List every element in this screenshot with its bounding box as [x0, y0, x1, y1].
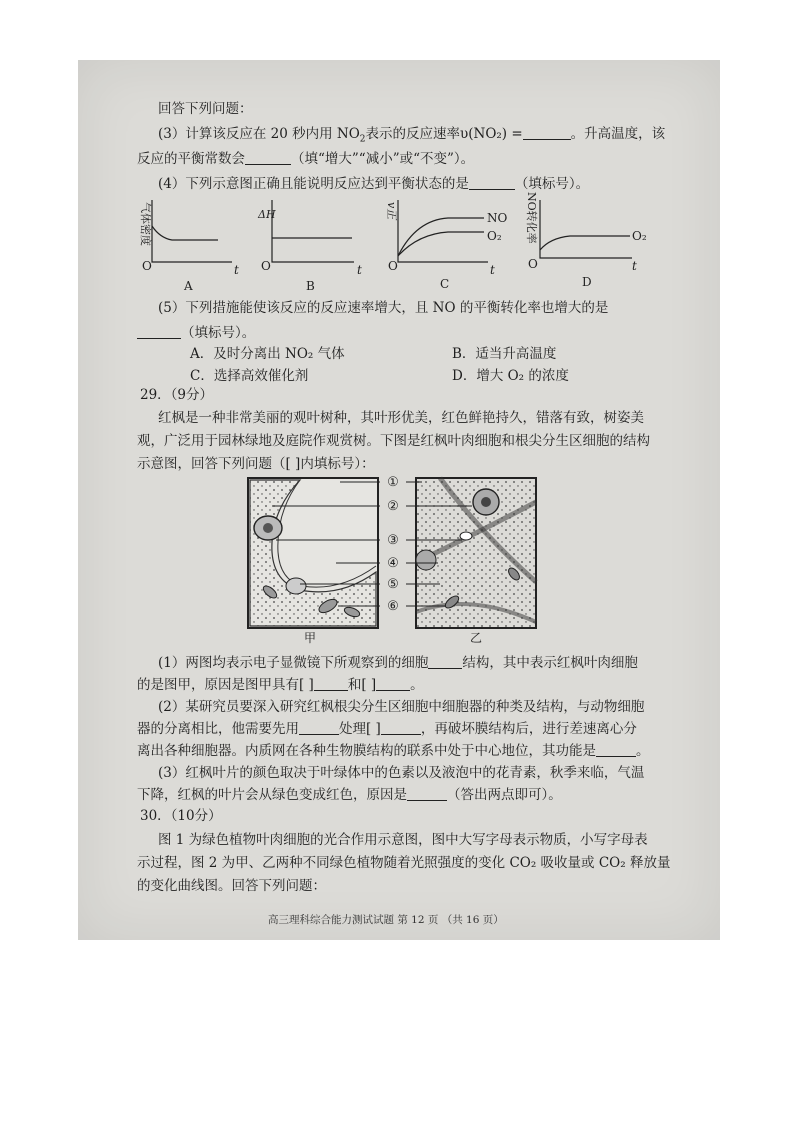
- graph-c-curve-no: [398, 218, 484, 256]
- graph-a-ylabel: 气体密度: [139, 202, 152, 246]
- q29-s1b-end: 。: [410, 677, 424, 693]
- q30-para-2: 示过程，图 2 为甲、乙两种不同绿色植物随着光照强度的变化 CO₂ 吸收量或 CO₂ 释放量: [137, 855, 671, 871]
- graph-b-axes: [272, 200, 354, 262]
- q5-line-1: (5）下列措施能使该反应的反应速率增大，且 NO 的平衡转化率也增大的是: [158, 300, 609, 316]
- q29-s2b-end: ，再破坏膜结构后，进行差速离心分: [420, 721, 637, 737]
- graph-d-origin: O: [528, 257, 538, 271]
- fig-label-yi: 乙: [469, 631, 483, 644]
- q29-sub3-line-2: [137, 787, 562, 803]
- q29-s2c-end: 。: [636, 743, 650, 759]
- q29-sub2-line-1: (2）某研究员要深入研究红枫根尖分生区细胞中细胞器的种类及结构，与动物细胞: [158, 699, 645, 715]
- q29-s1b-mid: 和[ ]: [347, 677, 377, 693]
- q29-para-2: 观，广泛用于园林绿地及庭院作观赏树。下图是红枫叶肉细胞和根尖分生区细胞的结构: [137, 433, 650, 449]
- q5-option-b: B．适当升高温度: [452, 346, 557, 362]
- answer-blank[interactable]: [376, 678, 410, 691]
- q4-text-end: （填标号）。: [514, 176, 590, 192]
- page-footer: 高三理科综合能力测试试题 第 12 页 （共 16 页）: [268, 914, 504, 926]
- q5-option-c: C．选择高效催化剂: [190, 368, 309, 384]
- q29-sub1-line-1: [158, 655, 638, 671]
- graph-c-ylabel: v正: [385, 202, 398, 220]
- q29-s1a: (1）两图均表示电子显微镜下所观察到的细胞: [158, 655, 429, 671]
- q5-line-2: [137, 325, 255, 341]
- q5-option-d: D．增大 O₂ 的浓度: [452, 368, 569, 384]
- label-4: ④: [387, 556, 399, 571]
- answer-blank[interactable]: [299, 722, 339, 735]
- q3-line-2: [137, 151, 474, 167]
- graph-d-label: D: [582, 275, 592, 289]
- graph-a-curve: [152, 226, 218, 240]
- q29-s1a-end: 结构，其中表示红枫叶肉细胞: [462, 655, 638, 671]
- graph-b-label: B: [306, 279, 315, 293]
- answer-blank[interactable]: [523, 127, 571, 140]
- graph-b-x: t: [357, 263, 362, 277]
- answer-blank[interactable]: [407, 788, 447, 801]
- answer-blank[interactable]: [381, 722, 421, 735]
- q3-line-1: (3）计算该反应在 20 秒内用 $NO_2$表示的反应速率υ(NO₂) = 。升高温度，该: [158, 126, 666, 145]
- label-3: ③: [387, 533, 399, 548]
- q29-sub2-line-2: [137, 721, 637, 737]
- q3-text-a-tail: 表示的反应速率: [365, 126, 461, 142]
- nucleus-icon: [416, 550, 436, 570]
- cell-figure: [240, 472, 560, 644]
- q30-header: 30．（10分）: [140, 808, 222, 824]
- answer-blank[interactable]: [469, 177, 515, 190]
- q3-text-a-end: 。升高温度，该: [570, 126, 666, 142]
- label-6: ⑥: [387, 599, 399, 614]
- graph-a-x: t: [234, 263, 239, 277]
- q3-text-b-end: （填“增大”“减小”或“不变”）。: [291, 151, 475, 167]
- q30-para-3: 的变化曲线图。回答下列问题：: [137, 878, 326, 894]
- graph-a-axes: [152, 200, 232, 262]
- answer-blank[interactable]: [245, 152, 291, 165]
- q29-sub1-line-2: [137, 677, 424, 693]
- graph-d-curve: [540, 236, 630, 250]
- graph-c-axes: [398, 200, 488, 262]
- q29-para-1: 红枫是一种非常美丽的观叶树种，其叶形优美，红色鲜艳持久，错落有致，树姿美: [158, 410, 644, 426]
- graph-d-curve: O₂: [632, 229, 647, 243]
- answer-blank[interactable]: [314, 678, 348, 691]
- intro-line: 回答下列问题：: [158, 101, 253, 117]
- graph-d-axes: [540, 200, 632, 258]
- answer-blank[interactable]: [137, 326, 181, 339]
- graph-c-curve2: O₂: [487, 229, 502, 243]
- answer-blank[interactable]: [428, 656, 462, 669]
- q3-text-a: (3）计算该反应在 20 秒内用 NO: [158, 126, 360, 142]
- graph-a-origin: O: [142, 259, 152, 273]
- q4-text: (4）下列示意图正确且能说明反应达到平衡状态的是: [158, 176, 469, 192]
- q30-para-1: 图 1 为绿色植物叶肉细胞的光合作用示意图，图中大写字母表示物质，小写字母表: [158, 832, 648, 848]
- q5-option-a: A．及时分离出 NO₂ 气体: [190, 346, 345, 362]
- q29-sub3-line-1: (3）红枫叶片的颜色取决于叶绿体中的色素以及液泡中的花青素，秋季来临，气温: [158, 765, 645, 781]
- q29-s2b: 器的分离相比，他需要先用: [137, 721, 299, 737]
- fig-label-jia: 甲: [303, 631, 317, 644]
- q29-s3b: 下降，红枫的叶片会从绿色变成红色，原因是: [137, 787, 407, 803]
- graph-c-label: C: [440, 277, 450, 291]
- graph-c-origin: O: [388, 259, 398, 273]
- graph-c-curve1: NO: [487, 211, 508, 225]
- graph-c-x: t: [490, 263, 495, 277]
- label-2: ②: [387, 499, 399, 514]
- graph-c-curve-o2: [398, 232, 484, 256]
- label-5: ⑤: [387, 577, 399, 592]
- graph-d-ylabel: NO转化率: [525, 192, 538, 244]
- q29-header: 29．（9分）: [140, 387, 214, 403]
- q29-s3b-end: （答出两点即可）。: [447, 787, 562, 803]
- chloroplast-icon: [286, 578, 306, 594]
- q3-formula: υ(NO₂) =: [460, 126, 523, 142]
- graph-b-ylabel: ΔH: [258, 208, 276, 221]
- q29-s1b: 的是图甲，原因是图甲具有[ ]: [137, 677, 314, 693]
- graph-d-x: t: [632, 259, 637, 273]
- graph-b-origin: O: [261, 259, 271, 273]
- q29-sub2-line-3: [137, 743, 650, 759]
- q29-para-3: 示意图，回答下列问题（[ ]内填标号）：: [137, 456, 375, 472]
- q5-text-b: （填标号）。: [181, 325, 256, 341]
- q29-s2c: 离出各种细胞器。内质网在各种生物膜结构的联系中处于中心地位，其功能是: [137, 743, 596, 759]
- q3-text-b: 反应的平衡常数会: [137, 151, 245, 167]
- q29-s2b-mid: 处理[ ]: [339, 721, 381, 737]
- label-1: ①: [387, 475, 399, 490]
- graph-a-label: A: [184, 279, 193, 293]
- answer-blank[interactable]: [596, 744, 636, 757]
- graphs-figure: [130, 190, 690, 295]
